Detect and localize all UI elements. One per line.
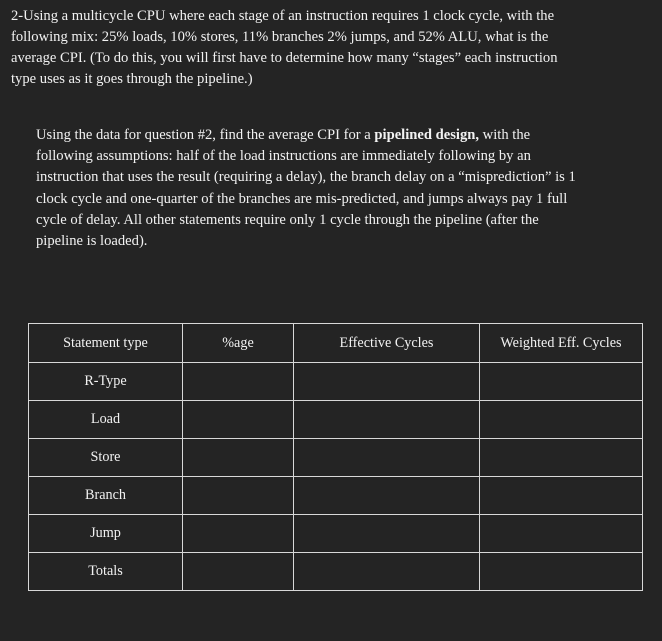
effective-cycles-cell[interactable]	[294, 363, 480, 401]
percentage-cell[interactable]	[183, 363, 294, 401]
weighted-cycles-cell[interactable]	[480, 401, 643, 439]
table-row-r-type	[29, 363, 643, 401]
table-row-branch	[29, 477, 643, 515]
question-line: average CPI. (To do this, you will first have to determine how many “stages” each instruction	[11, 50, 558, 66]
followup-line: following assumptions: half of the load instructions are immediately following by an	[36, 148, 531, 165]
followup-line: pipeline is loaded).	[36, 233, 148, 250]
weighted-cycles-cell[interactable]	[480, 515, 643, 553]
row-label: Totals	[29, 553, 183, 591]
followup-text: with the	[479, 127, 531, 143]
followup-line: instruction that uses the result (requiring a delay), the branch delay on a “misprediction” is 1	[36, 169, 576, 186]
question-2-text	[11, 6, 651, 90]
question-line: type uses as it goes through the pipeline.)	[11, 71, 253, 87]
table-row-totals	[29, 553, 643, 591]
followup-line	[36, 125, 644, 146]
percentage-cell[interactable]	[183, 515, 294, 553]
table-row-store	[29, 439, 643, 477]
row-label: Jump	[29, 515, 183, 553]
followup-line: cycle of delay. All other statements require only 1 cycle through the pipeline (after the	[36, 211, 539, 228]
weighted-cycles-cell[interactable]	[480, 477, 643, 515]
row-label: R-Type	[29, 363, 183, 401]
row-label: Load	[29, 401, 183, 439]
effective-cycles-cell[interactable]	[294, 439, 480, 477]
weighted-cycles-cell[interactable]	[480, 363, 643, 401]
cpi-table	[28, 323, 643, 591]
pipelined-question-text	[36, 125, 644, 252]
header-effective-cycles: Effective Cycles	[294, 324, 480, 363]
weighted-cycles-cell[interactable]	[480, 553, 643, 591]
percentage-cell[interactable]	[183, 401, 294, 439]
effective-cycles-cell[interactable]	[294, 401, 480, 439]
table-header-row	[29, 324, 643, 363]
percentage-cell[interactable]	[183, 439, 294, 477]
followup-line: clock cycle and one-quarter of the branches are mis-predicted, and jumps always pay 1 full	[36, 190, 568, 207]
header-percentage: %age	[183, 324, 294, 363]
followup-text: Using the data for question #2, find the average CPI for a	[36, 127, 375, 143]
weighted-cycles-cell[interactable]	[480, 439, 643, 477]
effective-cycles-cell[interactable]	[294, 477, 480, 515]
header-weighted-eff-cycles: Weighted Eff. Cycles	[480, 324, 643, 363]
row-label: Branch	[29, 477, 183, 515]
table-row-load	[29, 401, 643, 439]
question-line: following mix: 25% loads, 10% stores, 11% branches 2% jumps, and 52% ALU, what is the	[11, 29, 549, 45]
table-row-jump	[29, 515, 643, 553]
percentage-cell[interactable]	[183, 553, 294, 591]
effective-cycles-cell[interactable]	[294, 515, 480, 553]
effective-cycles-cell[interactable]	[294, 553, 480, 591]
question-line: 2-Using a multicycle CPU where each stage of an instruction requires 1 clock cycle, with the	[11, 8, 555, 24]
row-label: Store	[29, 439, 183, 477]
pipelined-design-emphasis: pipelined design,	[374, 127, 480, 143]
percentage-cell[interactable]	[183, 477, 294, 515]
header-statement-type: Statement type	[29, 324, 183, 363]
